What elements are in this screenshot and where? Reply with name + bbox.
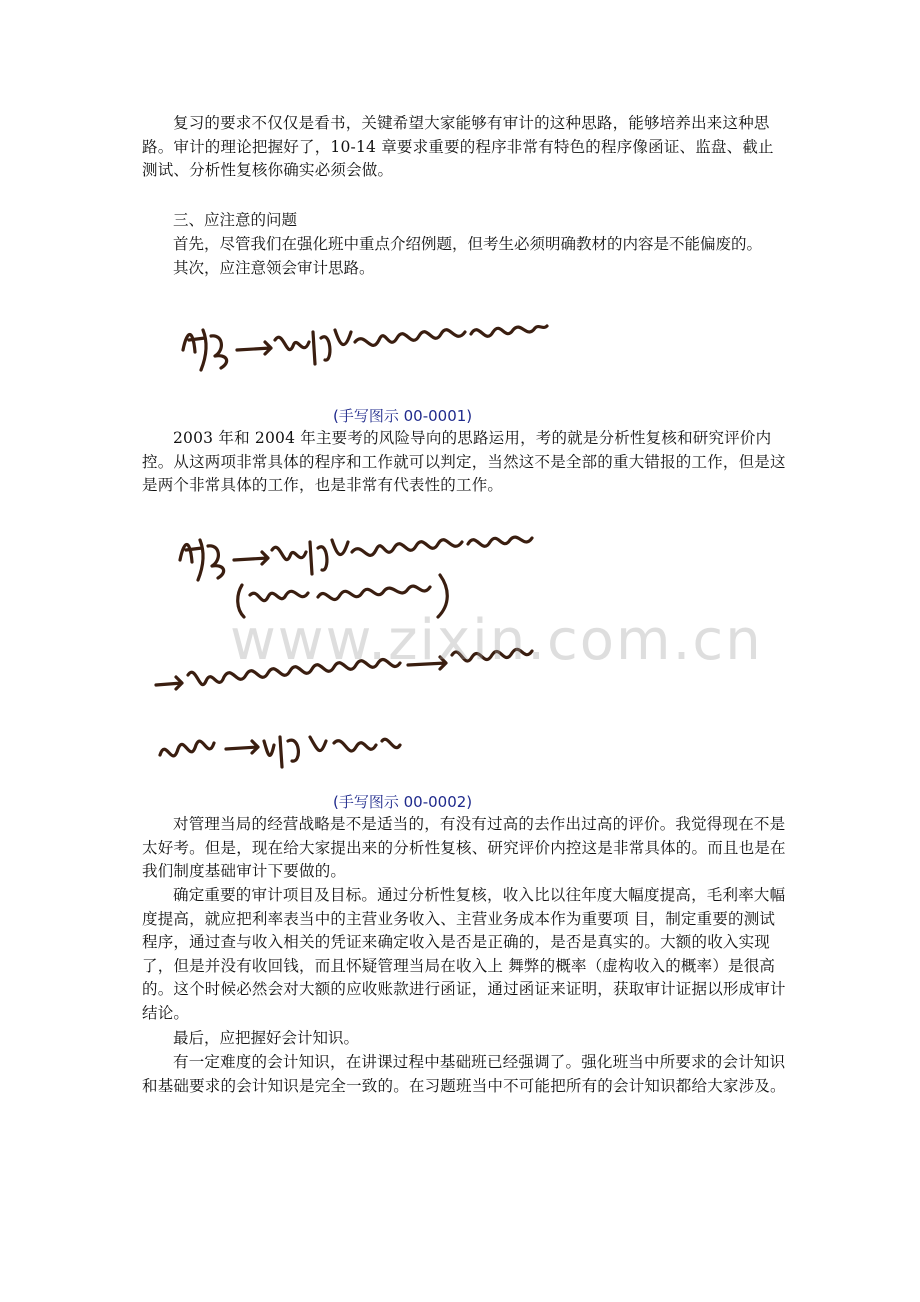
paragraph-accounting-knowledge: 有一定难度的会计知识，在讲课过程中基础班已经强调了。强化班当中所要求的会计知识和基础要求的会计知识是完全一致的。在习题班当中不可能把所有的会计知识都给大家涉及。: [142, 1053, 786, 1095]
figure-1-caption: (手写图示 00-0001): [333, 407, 473, 425]
paragraph-2003-2004: 2003 年和 2004 年主要考的风险导向的思路运用，考的就是分析性复核和研究评价内控。从这两项非常具体的程序和工作就可以判定，当然这不是全部的重大错报的工作，但是这是两个非常具体的工作，也是非常有代表性的工作。: [142, 429, 786, 494]
paragraph-first: 首先，尽管我们在强化班中重点介绍例题，但考生必须明确教材的内容是不能偏废的。: [173, 235, 763, 253]
paragraph-key-audit-items: 确定重要的审计项目及目标。通过分析性复核，收入比以往年度大幅度提高，毛利率大幅度提高，就应把利率表当中的主营业务收入、主营业务成本作为重要项 目，制定重要的测试程序，通过查与收入相关的凭证来确定收入是否是正确的，是否是真实的。大额的收入实现了，但是并没有收回钱，而且怀疑管理当局在收入上 舞弊的概率（虚构收入的概率）是很高的。这个时候必然会对大额的应收账款进行函证，通过函证来证明，获取审计证据以形成审计结论。: [142, 886, 786, 1022]
handwritten-figure-1: [175, 290, 555, 390]
paragraph-management-strategy: 对管理当局的经营战略是不是适当的，有没有过高的去作出过高的评价。我觉得现在不是太好考。但是，现在给大家提出来的分析性复核、研究评价内控这是非常具体的。而且也是在我们制度基础审计下要做的。: [142, 815, 786, 880]
watermark: www.zixin.com.cn: [230, 608, 763, 673]
figure-2-caption: (手写图示 00-0002): [333, 793, 473, 811]
paragraph-finally: 最后，应把握好会计知识。: [173, 1029, 360, 1047]
paragraph-review-requirements: 复习的要求不仅仅是看书，关键希望大家能够有审计的这种思路，能够培养出来这种思路。审计的理论把握好了，10-14 章要求重要的程序非常有特色的程序像函证、监盘、截止测试、分析性复核你确实必须会做。: [142, 114, 774, 179]
paragraph-second: 其次，应注意领会审计思路。: [173, 259, 375, 277]
section-heading-3: 三、应注意的问题: [173, 211, 298, 229]
